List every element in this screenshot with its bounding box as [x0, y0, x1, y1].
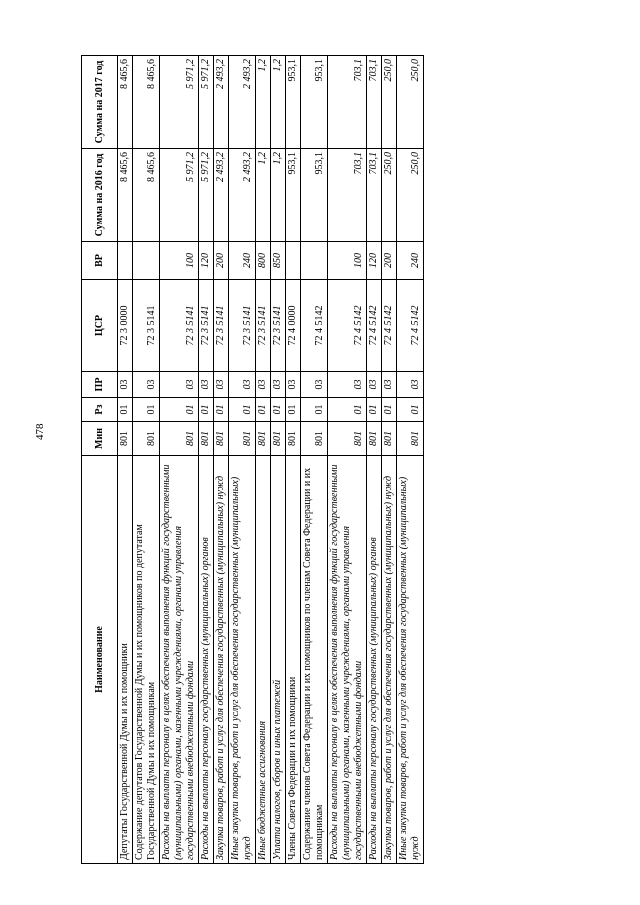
cell-min: 801: [367, 422, 382, 456]
cell-rz: 01: [199, 398, 214, 422]
cell-rz: 01: [382, 398, 397, 422]
cell-name: Закупка товаров, работ и услуг для обеспечения государственных (муниципальных) нужд: [214, 456, 229, 864]
cell-sum-2016: 250,0: [382, 149, 397, 242]
cell-vr: 100: [160, 242, 199, 280]
cell-name: Расходы на выплаты персоналу в целях обеспечения выполнения функций государственными (муниципальными) органами, казенными учреждениями, органами управления государственными внебюджетными фондами: [328, 456, 367, 864]
cell-vr: 100: [328, 242, 367, 280]
table-row: [271, 56, 286, 864]
cell-sum-2017: 250,0: [382, 56, 397, 149]
cell-sum-2017: 2 493,2: [229, 56, 256, 149]
cell-vr: 200: [214, 242, 229, 280]
cell-sum-2017: 703,1: [328, 56, 367, 149]
cell-pr: 03: [382, 372, 397, 398]
cell-pr: 03: [133, 372, 160, 398]
cell-sum-2017: 953,1: [286, 56, 301, 149]
header-pr: ПР: [82, 372, 118, 398]
table-row: [286, 56, 301, 864]
cell-pr: 03: [271, 372, 286, 398]
cell-sum-2016: 953,1: [301, 149, 328, 242]
cell-min: 801: [229, 422, 256, 456]
table-header-row: [82, 56, 118, 864]
cell-rz: 01: [367, 398, 382, 422]
cell-vr: 800: [256, 242, 271, 280]
cell-name: Содержание депутатов Государственной Думы и их помощников по депутатам Государственной Думы и их помощникам: [133, 456, 160, 864]
cell-pr: 03: [286, 372, 301, 398]
cell-vr: 120: [367, 242, 382, 280]
header-rz: Рз: [82, 398, 118, 422]
cell-vr: 120: [199, 242, 214, 280]
cell-sum-2016: 2 493,2: [229, 149, 256, 242]
header-sum-2016: Сумма на 2016 год: [82, 149, 118, 242]
cell-rz: 01: [397, 398, 424, 422]
cell-vr: 240: [229, 242, 256, 280]
table-row: [214, 56, 229, 864]
cell-vr: 200: [382, 242, 397, 280]
cell-name: Иные бюджетные ассигнования: [256, 456, 271, 864]
cell-name: Расходы на выплаты персоналу в целях обеспечения выполнения функций государственными (муниципальными) органами, казенными учреждениями, органами управления государственными внебюджетными фондами: [160, 456, 199, 864]
cell-pr: 03: [256, 372, 271, 398]
cell-csr: 72 3 5141: [199, 280, 214, 372]
cell-sum-2016: 703,1: [367, 149, 382, 242]
cell-name: Иные закупки товаров, работ и услуг для обеспечения государственных (муниципальных) нужд: [229, 456, 256, 864]
cell-sum-2017: 1,2: [256, 56, 271, 149]
cell-rz: 01: [271, 398, 286, 422]
header-sum-2017: Сумма на 2017 год: [82, 56, 118, 149]
cell-csr: 72 3 5141: [160, 280, 199, 372]
cell-sum-2016: 5 971,2: [160, 149, 199, 242]
cell-sum-2017: 5 971,2: [199, 56, 214, 149]
cell-sum-2017: 703,1: [367, 56, 382, 149]
cell-min: 801: [133, 422, 160, 456]
cell-min: 801: [271, 422, 286, 456]
cell-sum-2016: 8 465,6: [118, 149, 133, 242]
table-body: [118, 56, 424, 864]
cell-sum-2017: 1,2: [271, 56, 286, 149]
cell-vr: 850: [271, 242, 286, 280]
cell-min: 801: [301, 422, 328, 456]
cell-rz: 01: [118, 398, 133, 422]
cell-min: 801: [397, 422, 424, 456]
cell-sum-2016: 5 971,2: [199, 149, 214, 242]
cell-pr: 03: [214, 372, 229, 398]
table-row: [397, 56, 424, 864]
rotated-page-content: [81, 56, 565, 864]
cell-pr: 03: [160, 372, 199, 398]
cell-rz: 01: [256, 398, 271, 422]
cell-name: Иные закупки товаров, работ и услуг для обеспечения государственных (муниципальных) нужд: [397, 456, 424, 864]
cell-name: Члены Совета Федерации и их помощники: [286, 456, 301, 864]
cell-name: Расходы на выплаты персоналу государственных (муниципальных) органов: [199, 456, 214, 864]
cell-sum-2017: 250,0: [397, 56, 424, 149]
cell-csr: 72 3 5141: [214, 280, 229, 372]
table-row: [118, 56, 133, 864]
cell-min: 801: [286, 422, 301, 456]
cell-sum-2016: 8 465,6: [133, 149, 160, 242]
budget-table: [81, 55, 424, 864]
cell-pr: 03: [118, 372, 133, 398]
cell-rz: 01: [229, 398, 256, 422]
cell-rz: 01: [328, 398, 367, 422]
cell-csr: 72 3 5141: [256, 280, 271, 372]
header-name: Наименование: [82, 456, 118, 864]
cell-sum-2017: 2 493,2: [214, 56, 229, 149]
cell-pr: 03: [367, 372, 382, 398]
cell-csr: 72 4 5142: [382, 280, 397, 372]
cell-name: Расходы на выплаты персоналу государственных (муниципальных) органов: [367, 456, 382, 864]
cell-min: 801: [199, 422, 214, 456]
cell-pr: 03: [229, 372, 256, 398]
cell-name: Содержание членов Совета Федерации и их помощников по членам Совета Федерации и их помощникам: [301, 456, 328, 864]
cell-csr: 72 3 0000: [118, 280, 133, 372]
table-row: [301, 56, 328, 864]
table-row: [382, 56, 397, 864]
cell-vr: [301, 242, 328, 280]
cell-vr: [286, 242, 301, 280]
cell-sum-2016: 1,2: [256, 149, 271, 242]
header-csr: ЦСР: [82, 280, 118, 372]
cell-sum-2017: 5 971,2: [160, 56, 199, 149]
cell-sum-2016: 2 493,2: [214, 149, 229, 242]
table-row: [160, 56, 199, 864]
cell-rz: 01: [133, 398, 160, 422]
cell-vr: 240: [397, 242, 424, 280]
table-row: [367, 56, 382, 864]
table-row: [133, 56, 160, 864]
cell-min: 801: [328, 422, 367, 456]
cell-name: Закупка товаров, работ и услуг для обеспечения государственных (муниципальных) нужд: [382, 456, 397, 864]
cell-min: 801: [160, 422, 199, 456]
cell-csr: 72 4 5142: [367, 280, 382, 372]
cell-csr: 72 3 5141: [271, 280, 286, 372]
cell-min: 801: [214, 422, 229, 456]
cell-vr: [133, 242, 160, 280]
cell-vr: [118, 242, 133, 280]
cell-sum-2016: 953,1: [286, 149, 301, 242]
cell-sum-2016: 703,1: [328, 149, 367, 242]
cell-min: 801: [382, 422, 397, 456]
cell-sum-2017: 8 465,6: [133, 56, 160, 149]
page-number: 478: [34, 423, 46, 440]
cell-rz: 01: [160, 398, 199, 422]
cell-csr: 72 3 5141: [229, 280, 256, 372]
cell-sum-2017: 953,1: [301, 56, 328, 149]
cell-csr: 72 4 0000: [286, 280, 301, 372]
header-min: Мин: [82, 422, 118, 456]
cell-min: 801: [118, 422, 133, 456]
cell-pr: 03: [397, 372, 424, 398]
cell-rz: 01: [214, 398, 229, 422]
table-row: [199, 56, 214, 864]
cell-min: 801: [256, 422, 271, 456]
cell-sum-2017: 8 465,6: [118, 56, 133, 149]
cell-pr: 03: [301, 372, 328, 398]
cell-csr: 72 3 5141: [133, 280, 160, 372]
cell-name: Депутаты Государственной Думы и их помощники: [118, 456, 133, 864]
cell-csr: 72 4 5142: [397, 280, 424, 372]
table-row: [256, 56, 271, 864]
cell-name: Уплата налогов, сборов и иных платежей: [271, 456, 286, 864]
cell-csr: 72 4 5142: [328, 280, 367, 372]
cell-rz: 01: [301, 398, 328, 422]
table-row: [229, 56, 256, 864]
cell-pr: 03: [328, 372, 367, 398]
cell-sum-2016: 1,2: [271, 149, 286, 242]
cell-pr: 03: [199, 372, 214, 398]
table-row: [328, 56, 367, 864]
header-vr: ВР: [82, 242, 118, 280]
cell-rz: 01: [286, 398, 301, 422]
cell-sum-2016: 250,0: [397, 149, 424, 242]
cell-csr: 72 4 5142: [301, 280, 328, 372]
